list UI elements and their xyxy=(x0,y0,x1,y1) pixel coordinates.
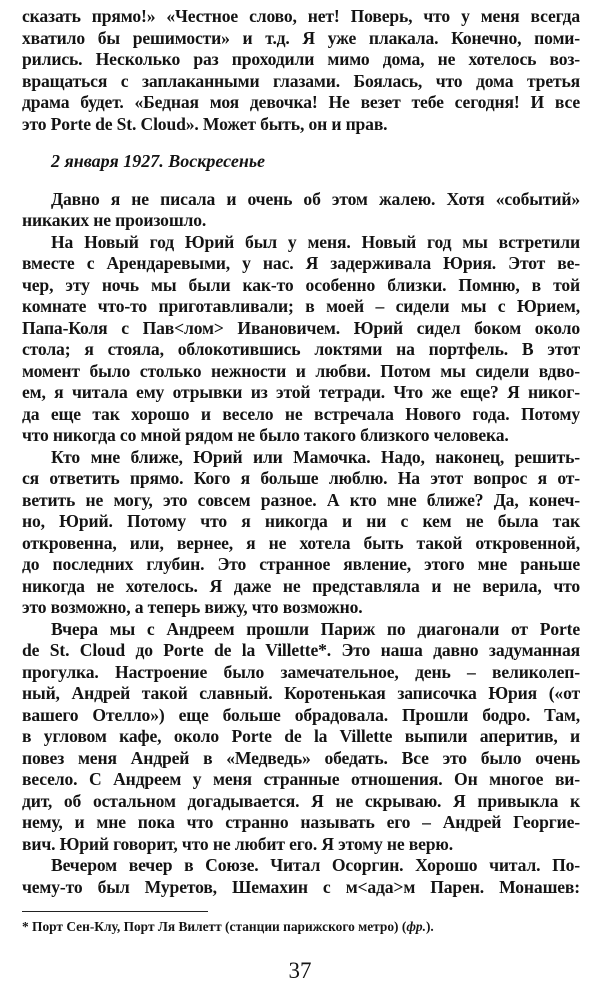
text-line: На Новый год Юрий был у меня. Новый год мы встретили xyxy=(51,231,580,252)
text-line: да еще так хорошо и весело не встречала Нового года. Потому xyxy=(22,403,580,424)
footnote xyxy=(22,919,434,935)
paragraph xyxy=(22,447,580,619)
text-line: вместе с Арендаревыми, у нас. Я задерживала Юрия. Этот ве- xyxy=(22,253,580,273)
entry-date-heading: 2 января 1927. Воскресенье xyxy=(51,151,266,171)
text-line: Папа-Коля с Пав<лом> Ивановичем. Юрий сидел боком около xyxy=(22,317,580,338)
text-line: ем, я читала ему отрывки из этой тетради. Что же еще? Я никог- xyxy=(22,382,580,402)
text-line: нему, и мне пока что странно называть его – Андрей Георгие- xyxy=(22,812,580,832)
footnote-tail: ). xyxy=(425,919,434,934)
book-page-text xyxy=(22,6,580,898)
text-line: вращаться с заплаканными глазами. Боялась, что дома третья xyxy=(22,70,580,91)
text-line: откровенна, или, вернее, я не хотела быть такой откровенной, xyxy=(22,532,580,553)
text-line: сказать прямо!» «Честное слово, нет! Поверь, что у меня всегда xyxy=(22,6,580,26)
paragraph xyxy=(22,855,580,898)
footnote-divider xyxy=(22,911,208,912)
text-line: вич. Юрий говорит, что не любит его. Я этому не верю. xyxy=(22,833,453,854)
page-number: 37 xyxy=(288,958,312,983)
text-line: это Porte de St. Cloud». Может быть, он и прав. xyxy=(22,113,388,134)
text-line: ный, Андрей такой славный. Коротенькая записочка Юрия («от xyxy=(22,683,580,703)
text-line: Давно я не писала и очень об этом жалею. Хотя «событий» xyxy=(51,188,580,209)
paragraph xyxy=(22,6,580,135)
text-line: de St. Cloud до Porte de la Villette*. Это наша давно задуманная xyxy=(22,640,580,660)
text-line: повез меня Андрей в «Медведь» обедать. Все это было очень xyxy=(22,747,580,768)
text-line: чему-то был Муретов, Шемахин с м<ада>м Парен. Монашев: xyxy=(22,876,580,897)
text-line: Вечером вечер в Союзе. Читал Осоргин. Хорошо читал. По- xyxy=(51,855,580,875)
paragraph xyxy=(22,619,580,856)
paragraph xyxy=(22,232,580,447)
text-line: в угловом кафе, около Porte de la Villette выпили аперитив, и xyxy=(22,726,580,746)
text-line: ся ответить прямо. Кого я больше люблю. На этот вопрос я от- xyxy=(22,468,580,488)
text-line: комнате что-то приготавливали; в моей – сидели мы с Юрием, xyxy=(22,296,580,316)
text-line: дит, об остальном догадывается. Я не скрываю. Я привыкла к xyxy=(22,790,580,811)
text-line: момент было столько нежности и любви. Потом мы сидели вдво- xyxy=(22,360,580,381)
text-line: но, Юрий. Потому что я никогда и ни с кем не была так xyxy=(22,511,580,531)
text-line: Кто мне ближе, Юрий или Мамочка. Надо, наконец, решить- xyxy=(51,446,580,467)
paragraph xyxy=(22,189,580,232)
text-line: прогулка. Настроение было замечательное, день – великолеп- xyxy=(22,661,580,682)
text-line: стола; я стояла, облокотившись локтями на портфель. В этот xyxy=(22,339,580,359)
text-line: до последних глубин. Это странное явление, этого мне раньше xyxy=(22,554,580,574)
text-line: чер, эту ночь мы были как-то особенно близки. Помню, в той xyxy=(22,274,580,295)
text-line: никогда не хотелось. Я даже не представляла и не верила, что xyxy=(22,575,580,596)
text-line: Вчера мы с Андреем прошли Париж по диагонали от Porte xyxy=(51,618,580,639)
text-line: никаких не произошло. xyxy=(22,210,207,230)
text-line: что никогда со мной рядом не было такого близкого человека. xyxy=(22,425,509,445)
text-line: ветить не могу, это совсем разное. А кто мне ближе? Да, конеч- xyxy=(22,489,580,510)
footnote-text: * Порт Сен-Клу, Порт Ля Вилетт (станции парижского метро) ( xyxy=(22,919,407,934)
text-line: драма будет. «Бедная моя девочка! Не везет тебе сегодня! И все xyxy=(22,92,580,112)
text-line: хватило бы решимости» и т.д. Я уже плакала. Конечно, поми- xyxy=(22,27,580,48)
text-line: это возможно, а теперь вижу, что возможно. xyxy=(22,597,363,617)
text-line: рились. Несколько раз проходили мимо дома, не хотелось воз- xyxy=(22,49,580,69)
footnote-lang: фр. xyxy=(406,919,426,934)
text-line: весело. С Андреем у меня странные отношения. Он многое ви- xyxy=(22,769,580,789)
text-line: вашего Отелло») еще больше обрадовала. Прошли бодро. Там, xyxy=(22,704,580,725)
